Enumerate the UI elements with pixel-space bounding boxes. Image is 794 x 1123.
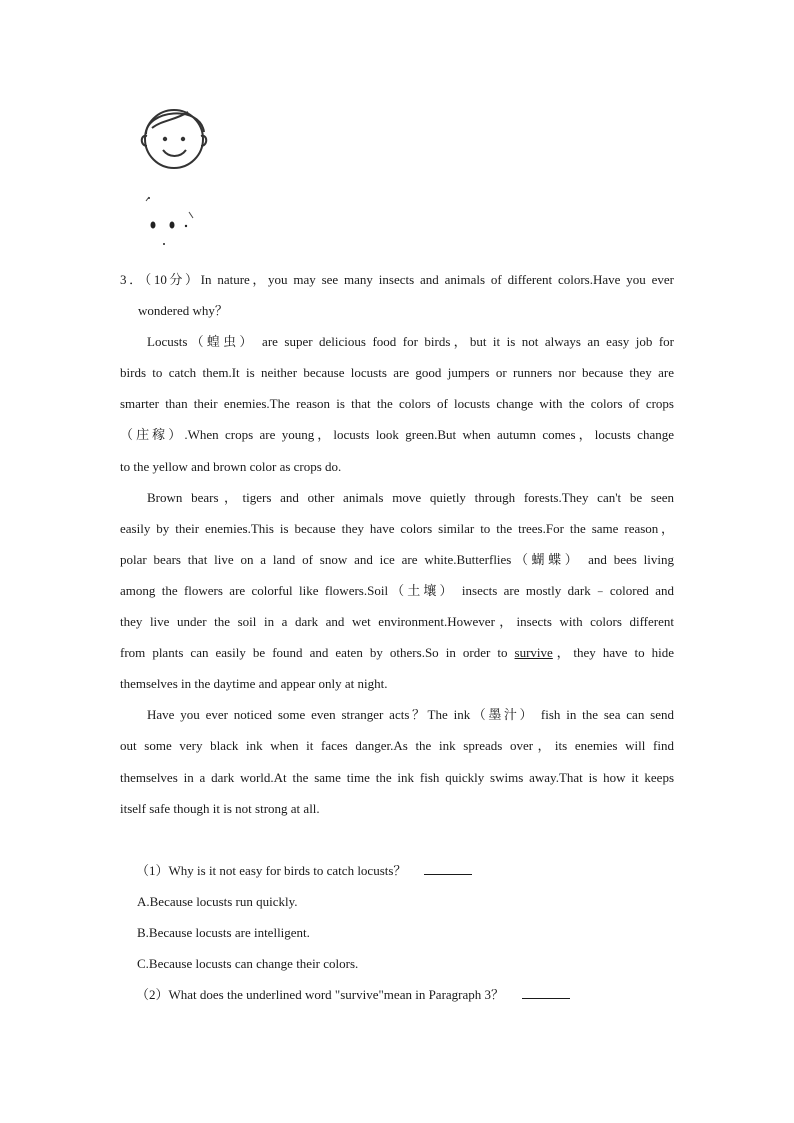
question-intro-line-2: wondered why？ — [138, 303, 228, 319]
sub-question-2 — [120, 979, 674, 1010]
question-points: （10分） — [144, 272, 201, 287]
paragraph-line: themselves in the daytime and appear only at night. — [120, 676, 388, 692]
paragraph-line: themselves in a dark world.At the same time the ink fish quickly swims away.That is how it keeps — [120, 769, 674, 785]
question-block — [120, 264, 674, 1010]
sub-question-2-text: （2）What does the underlined word "survive"mean in Paragraph 3？ — [136, 987, 505, 1003]
paragraph-line: among the flowers are colorful like flowers.Soil（土壤） insects are mostly dark﹣colored and — [120, 582, 674, 598]
paragraph-2 — [120, 482, 674, 700]
option-b: B.Because locusts are intelligent. — [137, 924, 310, 940]
paragraph-line: itself safe though it is not strong at all. — [120, 800, 320, 816]
paragraph-line: birds to catch them.It is neither because locusts are good jumpers or runners nor because they are — [120, 365, 674, 381]
answer-blank-1[interactable] — [424, 862, 472, 875]
paragraph-line: （庄稼）.When crops are young，locusts look green.But when autumn comes，locusts change — [120, 427, 674, 443]
paragraph-line — [120, 637, 674, 668]
paragraph-line: Locusts（蝗虫） are super delicious food for birds，but it is not always an easy job for — [147, 334, 674, 350]
underlined-word-survive: survive — [514, 645, 553, 661]
option-a: A.Because locusts run quickly. — [137, 893, 298, 909]
paragraph-1 — [120, 326, 674, 481]
question-intro-line-1 — [120, 264, 674, 295]
paragraph-line: to the yellow and brown color as crops do. — [120, 458, 342, 474]
paragraph-line: smarter than their enemies.The reason is that the colors of locusts change with the colors of crops — [120, 396, 674, 412]
text-segment: from plants can easily be found and eaten by others.So in order to — [120, 645, 515, 661]
sub-questions — [120, 855, 674, 1010]
text-segment: ，they have to hide — [552, 645, 674, 661]
paragraph-line: they live under the soil in a dark and wet environment.However，insects with colors different — [120, 614, 674, 630]
question-number: 3． — [120, 272, 145, 287]
option-c: C.Because locusts can change their colors. — [137, 955, 359, 971]
question-intro: In nature，you may see many insects and animals of different colors.Have you ever — [200, 272, 674, 287]
boy-face-illustration — [130, 98, 220, 253]
sub-question-1 — [120, 855, 674, 886]
answer-blank-2[interactable] — [522, 986, 570, 999]
paragraph-line: Brown bears，tigers and other animals move quietly through forests.They can't be seen — [147, 489, 674, 505]
paragraph-line: Have you ever noticed some even stranger acts？The ink（墨汁） fish in the sea can send — [147, 707, 674, 723]
paragraph-line: out some very black ink when it faces danger.As the ink spreads over，its enemies will find — [120, 738, 674, 754]
paragraph-3 — [120, 699, 674, 823]
paragraph-line: polar bears that live on a land of snow and ice are white.Butterflies（蝴蝶） and bees living — [120, 551, 674, 567]
paragraph-line: easily by their enemies.This is because they have colors similar to the trees.For the same reason， — [120, 520, 674, 536]
sub-question-1-text: （1）Why is it not easy for birds to catch locusts？ — [136, 862, 407, 878]
